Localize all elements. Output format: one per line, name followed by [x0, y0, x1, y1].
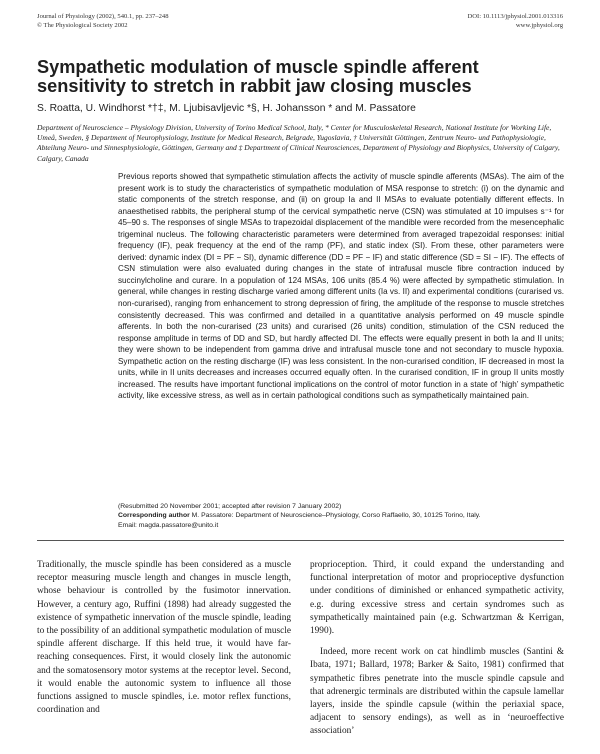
corresponding-author-address: M. Passatore: Department of Neuroscience–Physiology, Corso Raffaello, 30, 10125 Torino, Italy. — [191, 512, 481, 520]
body-paragraph: Traditionally, the muscle spindle has been considered as a muscle receptor measuring muscle length and changes in muscle length, whose behaviour is controlled by the fusimotor innervation. However, a century ago, Ruffini (1898) had already suggested the existence of sympathetic innervation of the muscle spindle, leading to the possibility of an additional sympathetic modulation of muscle spindle afferent discharge. If this held true, it would have far-reaching consequences. First, it would closely link the autonomic and the somatosensory motor systems at the receptor level. Second, it would enable the autonomic system to influence all those functions assigned to muscle spindles, i.e. motor reflex functions, coordination and — [37, 560, 291, 716]
corresponding-author-label: Corresponding author — [118, 512, 190, 520]
journal-website-link[interactable]: www.jphysiol.org — [515, 22, 563, 29]
received-dates: (Resubmitted 20 November 2001; accepted after revision 7 January 2002) — [118, 503, 342, 510]
body-paragraph: Indeed, more recent work on cat hindlimb muscles (Santini & Ibata, 1971; Ballard, 1978; Barker & Saito, 1981) confirmed that sympathetic fibres penetrate into the muscle spindle capsule and that adrenergic terminals are distributed within the capsule lamellar layers, inside the spindle capsule (within the periaxial space, adjacent to sensory endings), as well as in ‘neuroeffective association’ — [310, 647, 564, 737]
body-column-left — [37, 559, 291, 717]
corresponding-email[interactable]: Email: magda.passatore@unito.it — [118, 521, 219, 529]
section-divider — [37, 540, 564, 541]
affiliations: Department of Neuroscience – Physiology Division, University of Torino Medical School, Italy, * Center for Musculoskeletal Research, National Institute for Working Life, Umeå, Sweden, § Department of Neurophysiology, Institute for Medical Research, Belgrade, Yugoslavia, † Universität Göttingen, Zentrum Neuro- und Pathophysiologie, Abteilung Neuro- und Sinnesphysiologie, Göttingen, Germany and ‡ Department of Clinical Neurosciences, Department of Physiology and Biophysics, University of Calgary, Calgary, Canada — [37, 123, 560, 163]
corresponding-author — [118, 511, 564, 520]
article-metadata — [118, 502, 564, 530]
article-title: Sympathetic modulation of muscle spindle afferent sensitivity to stretch in rabbit jaw closing muscles — [37, 57, 479, 96]
journal-citation: Journal of Physiology (2002), 540.1, pp. 237–248 — [37, 13, 169, 20]
body-column-right — [310, 559, 564, 739]
doi-link[interactable]: DOI: 10.1113/jphysiol.2001.013316 — [467, 13, 563, 20]
doi-header — [468, 12, 564, 30]
body-paragraph: proprioception. Third, it could expand the understanding and functional interpretation of motor and proprioceptive dysfunction under conditions of diminished or enhanced sympathetic activity, e.g. during excessive stress and certain syndromes such as sympathetically maintained pain (e.g. Schwartzman & Kerrigan, 1990). — [310, 560, 564, 637]
abstract: Previous reports showed that sympathetic stimulation affects the activity of muscle spindle afferents (MSAs). The aim of the present work is to study the characteristics of sympathetic modulation of MSA response to stretch: (i) on the dynamic and static components of the stretch response, and (ii) on group Ia and II MSAs to evaluate potentially different effects. In anaesthetised rabbits, the peripheral stump of the cervical sympathetic nerve (CSN) was stimulated at 10 impulses s⁻¹ for 45–90 s. The responses of single MSAs to trapezoidal displacement of the mandible were recorded from the mesencephalic trigeminal nucleus. The following characteristic parameters were determined from averaged trapezoidal responses: initial frequency (IF), peak frequency at the end of the ramp (PF), and static index (SI). From these, other parameters were derived: dynamic index (DI = PF − SI), dynamic difference (DD = PF − IF) and static difference (SD = SI − IF). The effects of CSN stimulation were also evaluated during changes in the state of intrafusal muscle fibre contraction induced by succinylcholine and curare. In a population of 124 MSAs, 106 units (85.4 %) were affected by sympathetic stimulation. In general, while changes in resting discharge varied among different units (Ia vs. II) and experimental conditions (curarised vs. non-curarised), ranging from enhancement to strong depression of firing, the amplitude of the response to muscle stretches consistently decreased. This was confirmed and detailed in a quantitative analysis performed on 49 muscle spindle afferents. In both the non-curarised (23 units) and curarised (26 units) condition, stimulation of the CSN reduced the response amplitude in terms of DD and SD, but hardly affected DI. The effects were equally present in both Ia and II units; they were shown to be independent from gamma drive and intrafusal muscle tone and not secondary to muscle hypoxia. Sympathetic action on the resting discharge (IF) was less consistent. In the non-curarised condition, IF decreased in most Ia units, while in II units decreases and increases occurred equally often. In the curarised condition, IF in group II units mostly increased. The results have important functional implications on the control of motor function in a state of ‘high’ sympathetic activity, like excessive stress, as well as in certain pathological conditions such as sympathetically maintained pain. — [118, 172, 564, 401]
copyright-line: © The Physiological Society 2002 — [37, 22, 128, 29]
author-list: S. Roatta, U. Windhorst *†‡, M. Ljubisavljevic *§, H. Johansson * and M. Passatore — [37, 103, 416, 114]
journal-header — [37, 12, 169, 30]
